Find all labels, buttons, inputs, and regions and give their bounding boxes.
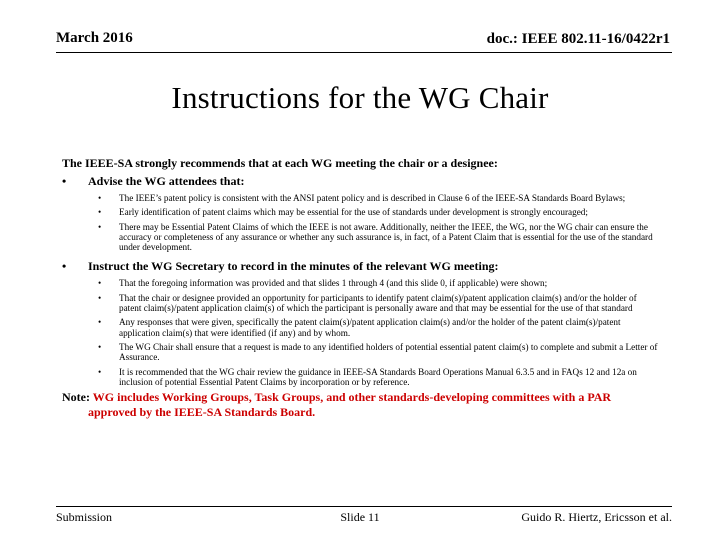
intro-text: The IEEE-SA strongly recommends that at each WG meeting the chair or a designee: — [62, 156, 498, 170]
bullet: • — [98, 221, 102, 232]
section-heading — [62, 259, 660, 274]
footer-author: Guido R. Hiertz, Ericsson et al. — [521, 510, 672, 524]
list-item: • There may be Essential Patent Claims of which the IEEE is not aware. Additionally, neither the IEEE, the WG, nor the WG chair can ensure the accuracy or completeness of any assurance or whether any such assurance is, in fact, of a Patent Claim that is essential for the use of the standard under development. — [98, 221, 653, 253]
footer-submission: Submission — [56, 510, 113, 524]
section-heading-text: Advise the WG attendees that: — [88, 174, 245, 188]
sub-bullet-list — [62, 193, 660, 252]
sub-bullet-list — [62, 278, 660, 387]
bullet: • — [98, 207, 102, 218]
footer-slide-number: Slide 11 — [340, 510, 380, 524]
list-item: • It is recommended that the WG chair review the guidance in IEEE-SA Standards Board Operations Manual 6.3.5 and in FAQs 12 and 12a on inclusion of potential Essential Patent Claims by incorporation or by reference. — [98, 366, 637, 387]
slide-title: Instructions for the WG Chair — [171, 80, 549, 115]
note-text: WG includes Working Groups, Task Groups, and other standards-developing committees with a PAR approved by the IEEE-SA Standards Board. — [88, 390, 612, 420]
bullet: • — [98, 278, 102, 289]
footer-rule — [56, 506, 672, 507]
header-rule — [56, 52, 672, 53]
section-advise-attendees — [62, 174, 660, 252]
list-item: • That the foregoing information was provided and that slides 1 through 4 (and this slide 0, if applicable) were shown; — [98, 278, 548, 289]
section-heading-text: Instruct the WG Secretary to record in the minutes of the relevant WG meeting: — [88, 259, 499, 274]
list-item: • Early identification of patent claims which may be essential for the use of standards under development is strongly encouraged; — [98, 207, 588, 218]
list-item: • The IEEE’s patent policy is consistent with the ANSI patent policy and is described in Clause 6 of the IEEE-SA Standards Board Bylaws; — [98, 193, 626, 203]
list-item: • That the chair or designee provided an opportunity for participants to identify patent claim(s)/patent application claim(s) and/or the holder of patent claim(s)/patent application claim(s) of which the participant is personally aware and that may be essential for the use of that standard — [98, 292, 637, 314]
bullet: • — [62, 259, 67, 274]
bullet: • — [62, 174, 67, 188]
section-instruct-secretary — [62, 259, 660, 387]
bullet: • — [98, 193, 102, 203]
list-item: • The WG Chair shall ensure that a request is made to any identified holders of potential essential patent claim(s) to complete and submit a Letter of Assurance. — [98, 341, 658, 363]
section-heading — [62, 174, 660, 189]
note-label: Note: — [62, 390, 93, 405]
bullet: • — [98, 292, 102, 303]
header-doc-id: doc.: IEEE 802.11-16/0422r1 — [486, 31, 670, 47]
slide-body — [62, 156, 660, 420]
bullet: • — [98, 341, 102, 352]
header-date: March 2016 — [56, 30, 133, 46]
bullet: • — [98, 366, 102, 377]
bullet: • — [98, 317, 102, 328]
note — [62, 390, 660, 420]
list-item: • Any responses that were given, specifically the patent claim(s)/patent application claim(s) and/or the holder of the patent claim(s)/patent application claim(s) that were identified (if any) and by whom. — [98, 317, 621, 338]
